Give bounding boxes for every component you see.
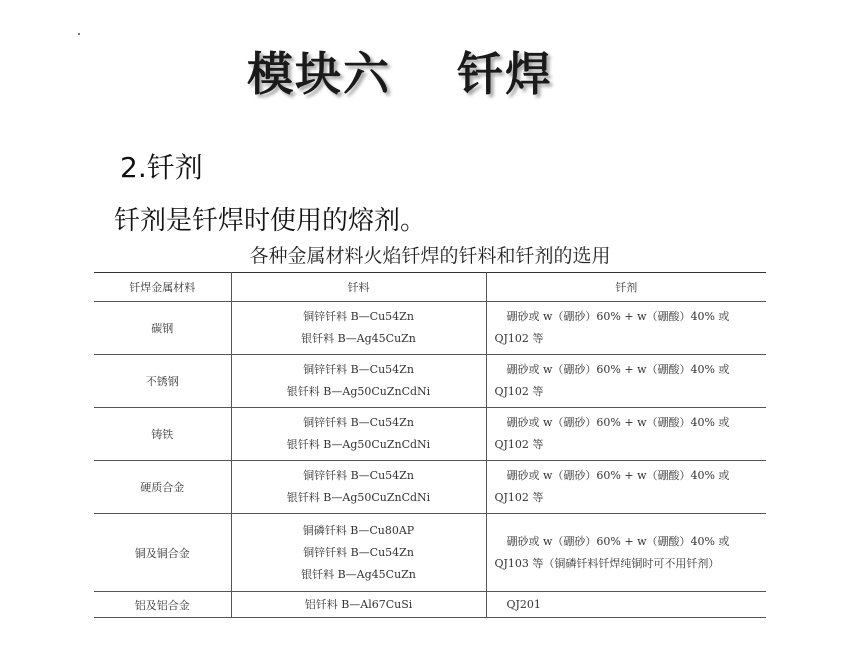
filler-cell [231, 408, 486, 461]
table-row [94, 592, 766, 618]
filler-line: 铜磷钎料 B—Cu80AP [302, 523, 415, 537]
filler-line: 银钎料 B—Ag50CuZnCdNi [286, 438, 431, 451]
flux-cell [486, 355, 766, 408]
table-caption: 各种金属材料火焰钎焊的钎料和钎剂的选用 [249, 245, 611, 267]
flux-line: QJ102 等 [494, 491, 544, 504]
filler-line: 铜锌钎料 B—Cu54Zn [303, 310, 414, 323]
header-flux: 钎剂 [486, 273, 766, 302]
filler-cell [231, 514, 486, 592]
flux-cell [486, 592, 766, 618]
filler-line: 银钎料 B—Ag45CuZn [301, 567, 416, 581]
filler-line: 铜锌钎料 B—Cu54Zn [303, 545, 414, 559]
metal-cell: 碳钢 [94, 302, 231, 355]
metal-cell: 铜及铜合金 [94, 514, 231, 592]
table-row [94, 302, 766, 355]
flux-line: 硼砂或 w（硼砂）60% + w（硼酸）40% 或 [506, 363, 730, 376]
filler-cell [231, 592, 486, 618]
body-text: 钎剂是钎焊时使用的熔剂。 [114, 206, 427, 236]
metal-cell: 不锈钢 [94, 355, 231, 408]
table-row [94, 355, 766, 408]
filler-line: 银钎料 B—Ag50CuZnCdNi [286, 385, 431, 398]
flux-line: 硼砂或 w（硼砂）60% + w（硼酸）40% 或 [506, 416, 730, 429]
flux-cell [486, 408, 766, 461]
filler-line: 铜锌钎料 B—Cu54Zn [303, 469, 414, 482]
flux-line: QJ102 等 [494, 385, 544, 398]
filler-line: 银钎料 B—Ag45CuZn [301, 332, 416, 345]
table-row [94, 461, 766, 514]
flux-line: QJ103 等（铜磷钎料钎焊纯铜时可不用钎剂） [494, 556, 720, 570]
decorative-dot [78, 33, 80, 35]
metal-cell: 铸铁 [94, 408, 231, 461]
header-filler: 钎料 [231, 273, 486, 302]
metal-cell: 铝及铝合金 [94, 592, 231, 618]
flux-line: QJ201 [506, 597, 541, 611]
flux-line: 硼砂或 w（硼砂）60% + w（硼酸）40% 或 [506, 310, 730, 323]
filler-cell [231, 355, 486, 408]
table-row [94, 514, 766, 592]
section-heading: 2.钎剂 [120, 151, 203, 184]
flux-line: QJ102 等 [494, 332, 544, 345]
filler-line: 铜锌钎料 B—Cu54Zn [303, 363, 414, 376]
filler-cell [231, 302, 486, 355]
filler-line: 铜锌钎料 B—Cu54Zn [303, 416, 414, 429]
brazing-materials-table [94, 272, 766, 618]
table-header-row [94, 273, 766, 302]
metal-cell: 硬质合金 [94, 461, 231, 514]
flux-line: 硼砂或 w（硼砂）60% + w（硼酸）40% 或 [506, 534, 730, 548]
slide-title: 模块六 钎焊 [246, 47, 553, 101]
header-metal: 钎焊金属材料 [94, 273, 231, 302]
filler-line: 铝钎料 B—Al67CuSi [304, 597, 413, 611]
flux-line: QJ102 等 [494, 438, 544, 451]
filler-cell [231, 461, 486, 514]
flux-cell [486, 514, 766, 592]
flux-line: 硼砂或 w（硼砂）60% + w（硼酸）40% 或 [506, 469, 730, 482]
filler-line: 银钎料 B—Ag50CuZnCdNi [286, 491, 431, 504]
flux-cell [486, 302, 766, 355]
table-row [94, 408, 766, 461]
flux-cell [486, 461, 766, 514]
